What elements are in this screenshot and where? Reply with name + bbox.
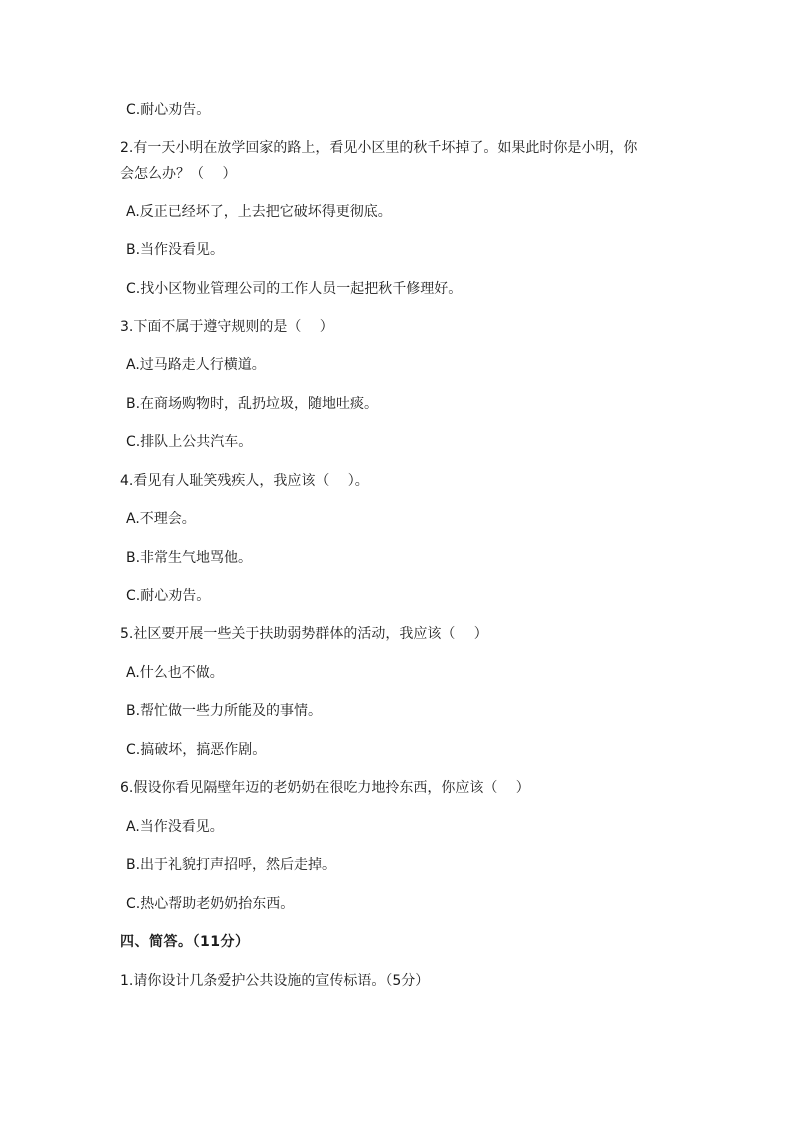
q3-option-b: B.在商场购物时，乱扔垃圾，随地吐痰。: [126, 396, 379, 412]
q5-stem: 5.社区要开展一些关于扶助弱势群体的活动，我应该（ ）: [120, 626, 488, 642]
q6-option-a: A.当作没看见。: [126, 819, 224, 835]
q1-option-c: C.耐心劝告。: [126, 102, 211, 118]
q2-option-b: B.当作没看见。: [126, 242, 225, 258]
q6-option-b: B.出于礼貌打声招呼，然后走掉。: [126, 857, 337, 873]
q5-option-a: A.什么也不做。: [126, 665, 224, 681]
q4-option-b: B.非常生气地骂他。: [126, 550, 253, 566]
q4-stem: 4.看见有人耻笑残疾人，我应该（ ）。: [120, 473, 369, 489]
q3-option-c: C.排队上公共汽车。: [126, 434, 253, 450]
q3-option-a: A.过马路走人行横道。: [126, 357, 266, 373]
q6-stem: 6.假设你看见隔壁年迈的老奶奶在很吃力地拎东西，你应该（ ）: [120, 780, 530, 796]
section4-heading: 四、简答。（11分）: [120, 934, 250, 950]
q6-option-c: C.热心帮助老奶奶抬东西。: [126, 896, 295, 912]
q2-stem-line2: 会怎么办？（ ）: [120, 166, 237, 182]
q3-stem: 3.下面不属于遵守规则的是（ ）: [120, 319, 334, 335]
q2-stem-line1: 2.有一天小明在放学回家的路上，看见小区里的秋千坏掉了。如果此时你是小明，你: [120, 140, 638, 156]
q5-option-c: C.搞破坏，搞恶作剧。: [126, 742, 267, 758]
q4-option-c: C.耐心劝告。: [126, 588, 211, 604]
q4-option-a: A.不理会。: [126, 511, 196, 527]
section4-q1: 1.请你设计几条爱护公共设施的宣传标语。（5分）: [120, 973, 430, 989]
q5-option-b: B.帮忙做一些力所能及的事情。: [126, 703, 323, 719]
q2-option-c: C.找小区物业管理公司的工作人员一起把秋千修理好。: [126, 281, 463, 297]
q2-option-a: A.反正已经坏了，上去把它破坏得更彻底。: [126, 204, 392, 220]
